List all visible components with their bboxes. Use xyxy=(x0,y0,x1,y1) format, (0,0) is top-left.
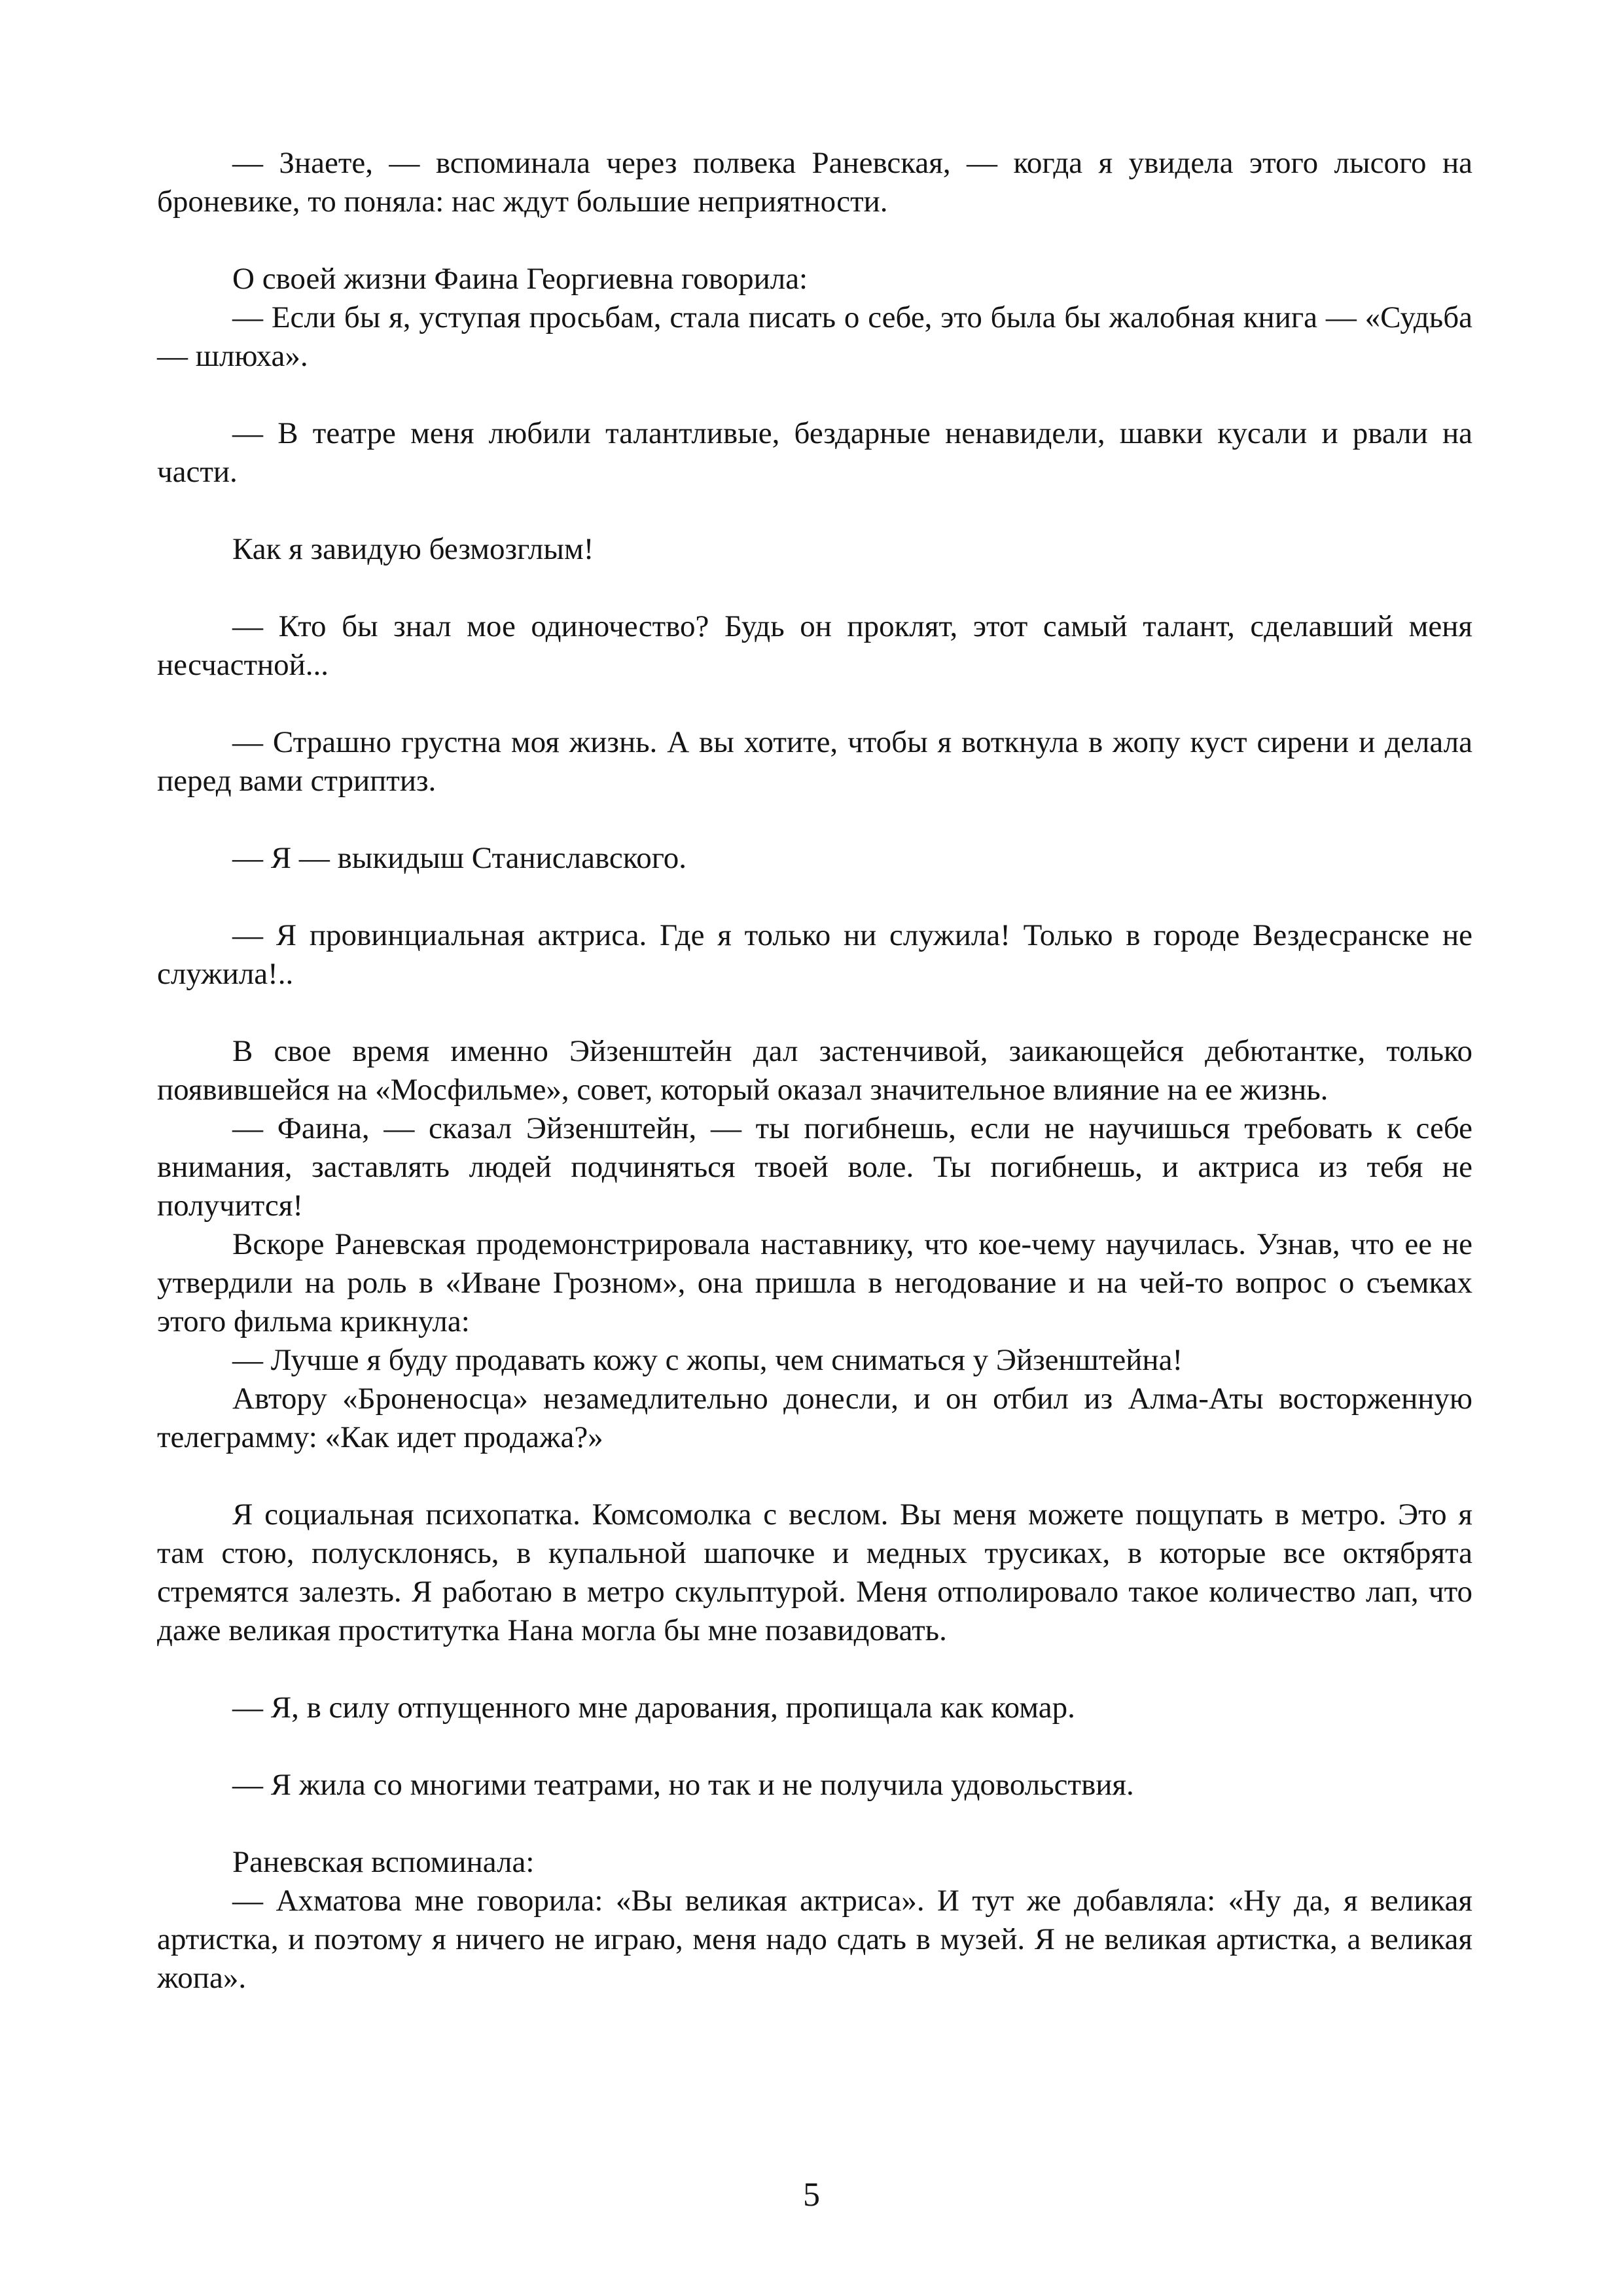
text-block xyxy=(157,144,1472,221)
paragraph: Как я завидую безмозглым! xyxy=(232,532,594,566)
text-block xyxy=(157,1689,1472,1727)
text-block xyxy=(157,607,1472,685)
paragraph: — Знаете, — вспоминала через полвека Раневская, — когда я увидела этого лысого на броневике, то поняла: нас ждут большие неприятности. xyxy=(157,146,1472,219)
paragraph: — Я провинциальная актриса. Где я только ни служила! Только в городе Вездесранске не служила!.. xyxy=(157,918,1472,991)
paragraph: — Страшно грустна моя жизнь. А вы хотите, чтобы я воткнула в жопу куст сирени и делала перед вами стриптиз. xyxy=(157,725,1472,798)
paragraph: — Я, в силу отпущенного мне дарования, пропищала как комар. xyxy=(232,1691,1075,1725)
text-block xyxy=(157,723,1472,800)
text-block xyxy=(157,530,1472,569)
paragraph: — Лучше я буду продавать кожу с жопы, чем сниматься у Эйзенштейна! xyxy=(232,1343,1183,1377)
page-number: 5 xyxy=(803,2176,820,2214)
text-block xyxy=(157,916,1472,994)
paragraph: — Я жила со многими театрами, но так и не получила удовольствия. xyxy=(232,1768,1134,1802)
text-block xyxy=(157,1766,1472,1804)
paragraph: Автору «Броненосца» незамедлительно донесли, и он отбил из Алма-Аты восторженную телеграмму: «Как идет продажа?» xyxy=(157,1382,1472,1454)
text-block xyxy=(157,1032,1472,1457)
paragraph: Я социальная психопатка. Комсомолка с веслом. Вы меня можете пощупать в метро. Это я там стою, полусклонясь, в купальной шапочке и медных трусиках, в которые все октябрята стремятся залезть. Я работаю в метро скульптурой. Меня отполировало такое количество лап, что даже великая проститутка Нана могла бы мне позавидовать. xyxy=(157,1498,1472,1647)
text-block xyxy=(157,414,1472,492)
text-block xyxy=(157,1843,1472,1998)
text-block xyxy=(157,1496,1472,1650)
text-block xyxy=(157,260,1472,376)
paragraph: — Я — выкидыш Станиславского. xyxy=(232,841,687,875)
paragraph: В свое время именно Эйзенштейн дал застенчивой, заикающейся дебютантке, только появившейся на «Мосфильме», совет, который оказал значительное влияние на ее жизнь. xyxy=(157,1034,1472,1107)
paragraph: — Ахматова мне говорила: «Вы великая актриса». И тут же добавляла: «Ну да, я великая артистка, и поэтому я ничего не играю, меня надо сдать в музей. Я не великая артистка, а великая жопа». xyxy=(157,1884,1472,1995)
page-text-body xyxy=(157,144,1472,1998)
paragraph: — В театре меня любили талантливые, бездарные ненавидели, шавки кусали и рвали на части. xyxy=(157,416,1472,489)
paragraph: — Если бы я, уступая просьбам, стала писать о себе, это была бы жалобная книга — «Судьба — шлюха». xyxy=(157,300,1472,373)
text-block xyxy=(157,839,1472,878)
paragraph: Вскоре Раневская продемонстрировала наставнику, что кое-чему научилась. Узнав, что ее не утвердили на роль в «Иване Грозном», она пришла в негодование и на чей-то вопрос о съемках этого фильма крикнула: xyxy=(157,1227,1472,1338)
paragraph: О своей жизни Фаина Георгиевна говорила: xyxy=(232,262,808,296)
paragraph: Раневская вспоминала: xyxy=(232,1845,535,1879)
paragraph: — Фаина, — сказал Эйзенштейн, — ты погибнешь, если не научишься требовать к себе внимания, заставлять людей подчиняться твоей воле. Ты погибнешь, и актриса из тебя не получится! xyxy=(157,1111,1472,1223)
paragraph: — Кто бы знал мое одиночество? Будь он проклят, этот самый талант, сделавший меня несчастной... xyxy=(157,609,1472,682)
